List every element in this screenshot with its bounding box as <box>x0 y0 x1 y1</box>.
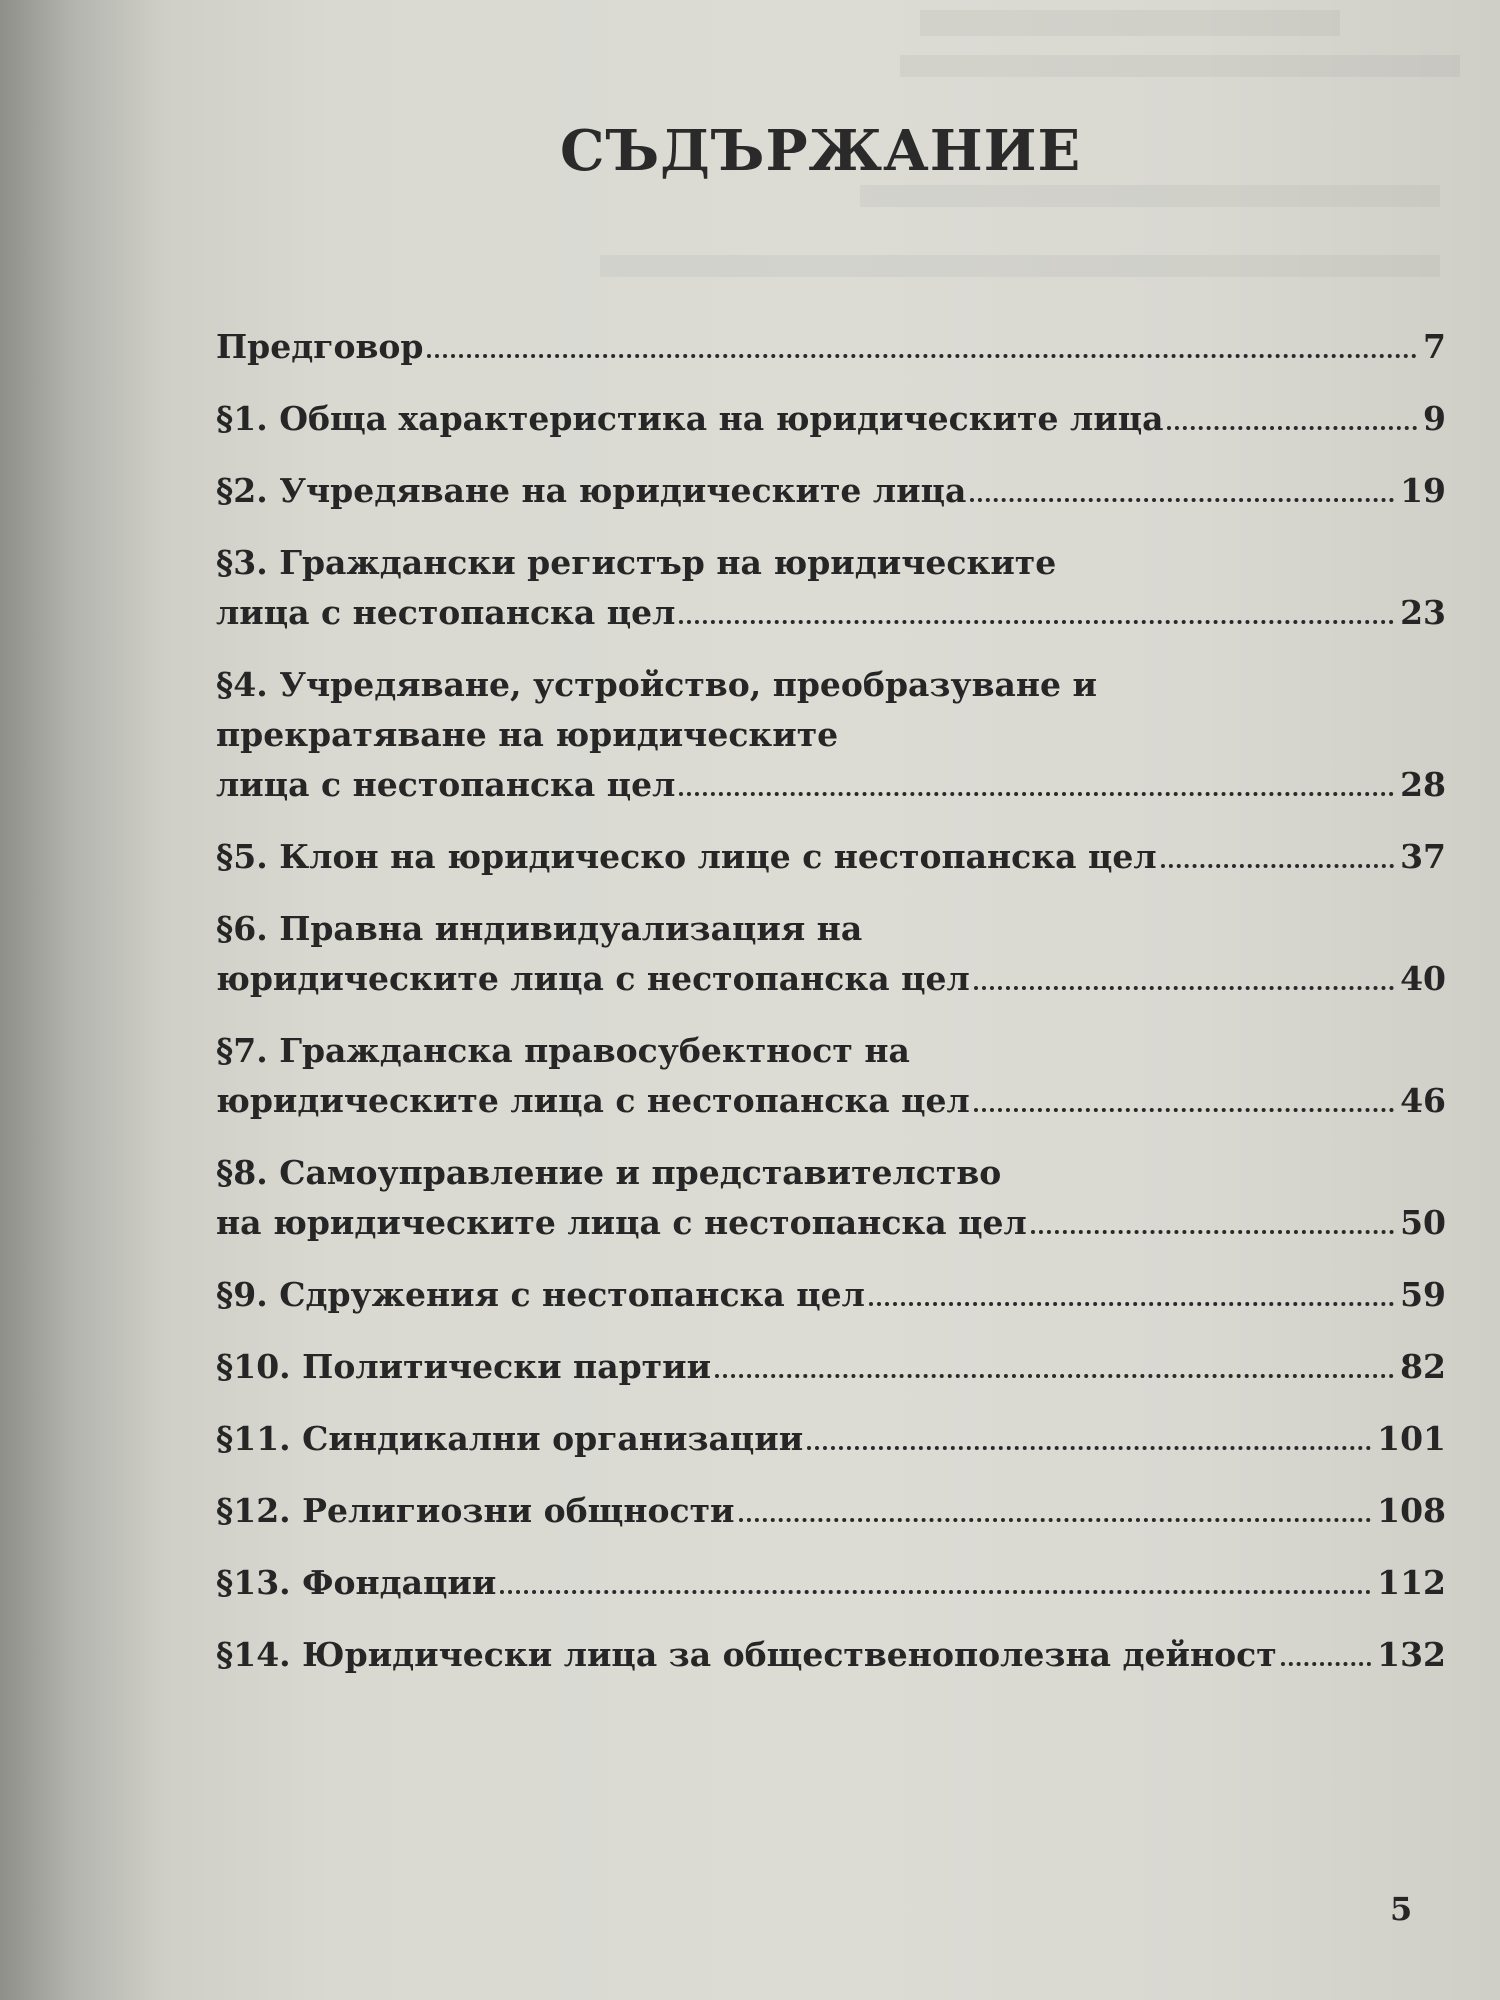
toc-entry-page-number: 101 <box>1377 1419 1446 1458</box>
toc-entry-title: §9. Сдружения с нестопанска цел <box>216 1275 865 1314</box>
toc-entry <box>216 322 1446 372</box>
toc-entry-title-line: §3. Граждански регистър на юридическите <box>216 543 1057 582</box>
toc-entry-leader-line <box>216 466 1446 516</box>
toc-entry-title: Предговор <box>216 327 424 366</box>
toc-entry <box>216 832 1446 882</box>
toc-entry-page-number: 82 <box>1400 1347 1446 1386</box>
toc-entry-page-number: 9 <box>1423 399 1446 438</box>
toc-entry <box>216 1342 1446 1392</box>
toc-entry-title: лица с нестопанска цел <box>216 765 676 804</box>
dot-leader <box>739 1518 1372 1522</box>
toc-entry-title: §14. Юридически лица за общественополезна дейност <box>216 1635 1277 1674</box>
toc-entry <box>216 904 1446 1004</box>
page-title: СЪДЪРЖАНИЕ <box>560 118 1082 184</box>
toc-entry <box>216 1630 1446 1680</box>
dot-leader <box>974 986 1394 990</box>
toc-entry-title: §2. Учредяване на юридическите лица <box>216 471 967 510</box>
toc-entry-leader-line <box>216 832 1446 882</box>
toc-entry-page-number: 28 <box>1400 765 1446 804</box>
toc-entry-title: на юридическите лица с нестопанска цел <box>216 1203 1027 1242</box>
toc-entry-leader-line <box>216 588 1446 638</box>
toc-entry-title: юридическите лица с нестопанска цел <box>216 1081 970 1120</box>
toc-entry-page-number: 50 <box>1400 1203 1446 1242</box>
toc-entry-title: §10. Политически партии <box>216 1347 712 1386</box>
toc-entry-title: §13. Фондации <box>216 1563 497 1602</box>
bleed-through-line <box>860 185 1440 207</box>
dot-leader <box>679 620 1394 624</box>
dot-leader <box>427 354 1417 358</box>
dot-leader <box>807 1446 1371 1450</box>
dot-leader <box>869 1302 1394 1306</box>
toc-entry <box>216 394 1446 444</box>
toc-entry-page-number: 112 <box>1377 1563 1446 1602</box>
toc-entry-page-number: 46 <box>1400 1081 1446 1120</box>
toc-entry <box>216 466 1446 516</box>
toc-entry <box>216 1270 1446 1320</box>
toc-entry-leader-line <box>216 1198 1446 1248</box>
toc-entry-page-number: 19 <box>1400 471 1446 510</box>
toc-entry <box>216 1148 1446 1248</box>
toc-entry-page-number: 40 <box>1400 959 1446 998</box>
toc-entry-title: юридическите лица с нестопанска цел <box>216 959 970 998</box>
bleed-through-line <box>900 55 1460 77</box>
dot-leader <box>1031 1230 1394 1234</box>
toc-entry-leader-line <box>216 1076 1446 1126</box>
toc-entry-page-number: 23 <box>1400 593 1446 632</box>
dot-leader <box>970 498 1394 502</box>
page-number: 5 <box>1390 1890 1413 1928</box>
toc-entry-page-number: 7 <box>1423 327 1446 366</box>
toc-entry-title: §11. Синдикални организации <box>216 1419 804 1458</box>
table-of-contents <box>216 322 1446 1680</box>
toc-entry-page-number: 59 <box>1400 1275 1446 1314</box>
toc-entry-leader-line <box>216 1630 1446 1680</box>
toc-entry-leader-line <box>216 760 1446 810</box>
toc-entry <box>216 538 1446 638</box>
dot-leader <box>974 1108 1394 1112</box>
toc-entry-title: §5. Клон на юридическо лице с нестопанска цел <box>216 837 1157 876</box>
toc-entry-leader-line <box>216 1558 1446 1608</box>
toc-entry-leader-line <box>216 322 1446 372</box>
toc-entry-title-line: прекратяване на юридическите <box>216 715 839 754</box>
toc-entry-page-number: 132 <box>1377 1635 1446 1674</box>
toc-entry-title-line: §7. Гражданска правосубектност на <box>216 1031 910 1070</box>
dot-leader <box>715 1374 1394 1378</box>
toc-entry-title: §1. Обща характеристика на юридическите лица <box>216 399 1164 438</box>
toc-entry-title-line: §6. Правна индивидуализация на <box>216 909 863 948</box>
dot-leader <box>1161 864 1394 868</box>
dot-leader <box>1167 426 1417 430</box>
bleed-through-line <box>920 10 1340 36</box>
toc-entry <box>216 1558 1446 1608</box>
toc-entry-leader-line <box>216 1342 1446 1392</box>
toc-entry-leader-line <box>216 954 1446 1004</box>
toc-entry-title-line: §8. Самоуправление и представителство <box>216 1153 1002 1192</box>
toc-entry-leader-line <box>216 394 1446 444</box>
toc-entry <box>216 1486 1446 1536</box>
dot-leader <box>1281 1662 1371 1666</box>
toc-entry <box>216 660 1446 810</box>
toc-entry-title: §12. Религиозни общности <box>216 1491 735 1530</box>
bleed-through-line <box>600 255 1440 277</box>
toc-entry <box>216 1026 1446 1126</box>
toc-entry-title: лица с нестопанска цел <box>216 593 676 632</box>
toc-entry-page-number: 108 <box>1377 1491 1446 1530</box>
dot-leader <box>679 792 1394 796</box>
toc-entry <box>216 1414 1446 1464</box>
toc-entry-title-line: §4. Учредяване, устройство, преобразуване и <box>216 665 1098 704</box>
toc-entry-leader-line <box>216 1414 1446 1464</box>
toc-entry-leader-line <box>216 1486 1446 1536</box>
toc-entry-page-number: 37 <box>1400 837 1446 876</box>
dot-leader <box>500 1590 1371 1594</box>
toc-entry-leader-line <box>216 1270 1446 1320</box>
